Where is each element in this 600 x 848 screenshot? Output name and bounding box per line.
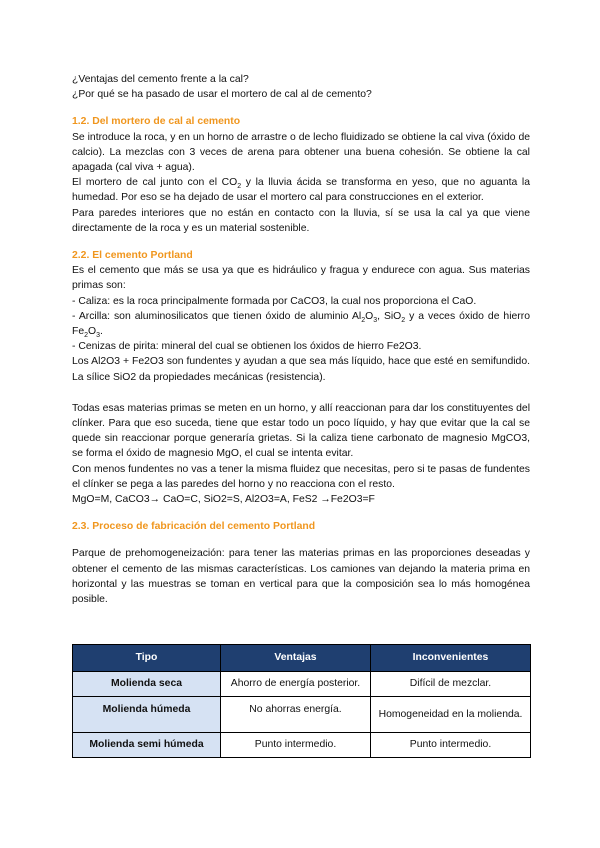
header-ventajas: Ventajas bbox=[221, 645, 371, 672]
row-tipo-cell: Molienda húmeda bbox=[73, 697, 221, 733]
intro-question-2: ¿Por qué se ha pasado de usar el mortero de cal al de cemento? bbox=[72, 89, 372, 101]
row-tipo-cell: Molienda seca bbox=[73, 672, 221, 697]
table-row bbox=[73, 697, 531, 733]
row-ventajas-cell: Punto intermedio. bbox=[221, 733, 371, 758]
header-tipo: Tipo bbox=[73, 645, 221, 672]
section-2-2-paragraph-3: Todas esas materias primas se meten en un horno, y allí reaccionan para dar los constituyentes del clínker. Para que eso suceda, tiene que estar todo un poco líquido, y hay que evitar que la cal se quede sin reaccionar porque generaría grietas. Si la caliza tiene carbonato de magnesio MgCO3, se forma el óxido de magnesio MgO, el cual se intenta evitar. bbox=[72, 402, 531, 460]
row-ventajas-cell: No ahorras energía. bbox=[221, 697, 371, 733]
section-heading-2-2: 2.2. El cemento Portland bbox=[72, 250, 193, 262]
section-heading-2-3: 2.3. Proceso de fabricación del cemento Portland bbox=[72, 521, 316, 533]
row-inconvenientes-cell: Homogeneidad en la molienda. bbox=[371, 697, 531, 733]
intro-question-1: ¿Ventajas del cemento frente a la cal? bbox=[72, 74, 249, 85]
list-item-caliza: - Caliza: es la roca principalmente formada por CaCO3, la cual nos proporciona el CaO. bbox=[72, 295, 477, 307]
table-header-row bbox=[73, 645, 531, 672]
list-item-arcilla: - Arcilla: son aluminosilicatos que tienen óxido de aluminio $Al_2O_3$, SiO$_2$ y a veces óxido de hierro $Fe_2O_3$. bbox=[72, 310, 530, 340]
header-inconvenientes: Inconvenientes bbox=[371, 645, 531, 672]
document-page bbox=[72, 72, 530, 607]
list-item-cenizas-pirita: - Cenizas de pirita: mineral del cual se obtienen los óxidos de hierro Fe2O3. bbox=[72, 341, 422, 353]
section-1-2-paragraph-3: Para paredes interiores que no están en contacto con la lluvia, sí se usa la cal ya que viene directamente de la roca y es un material sostenible. bbox=[72, 207, 530, 234]
table-row bbox=[73, 733, 531, 758]
section-1-2-paragraph-1: Se introduce la roca, y en un horno de arrastre o de lecho fluidizado se obtiene la cal viva (óxido de calcio). La mezclas con 3 veces de arena para obtener una buena cohesión. Se obtiene la cal apagada (cal viva + agua). bbox=[72, 131, 530, 174]
row-inconvenientes-cell: Difícil de mezclar. bbox=[371, 672, 531, 697]
section-2-2-paragraph-4: Con menos fundentes no vas a tener la misma fluidez que necesitas, pero si te pasas de fundentes el clínker se pega a las paredes del horno y no reacciona con el resto. bbox=[72, 463, 530, 490]
molienda-comparison-table bbox=[72, 644, 531, 758]
section-2-2-paragraph-1: Es el cemento que más se usa ya que es hidráulico y fragua y endurece con agua. Sus materias primas son: bbox=[72, 265, 530, 292]
section-1-2-paragraph-2: El mortero de cal junto con el $CO_2$ y la lluvia ácida se transforma en yeso, que no aguanta la humedad. Por eso se ha dejado de usar el mortero cal para construcciones en el exterior. bbox=[72, 177, 530, 204]
row-ventajas-cell: Ahorro de energía posterior. bbox=[221, 672, 371, 697]
table-row bbox=[73, 672, 531, 697]
section-2-3-paragraph-1: Parque de prehomogeneización: para tener las materias primas en las proporciones deseadas y obtener el cemento de las mismas características. Los camiones van dejando la materia prima en horizontal y las muestras se toman en vertical para que la composición sea lo más homogénea posible. bbox=[72, 548, 530, 606]
section-2-2-formula-line: MgO=M, CaCO3→ CaO=C, SiO2=S, Al2O3=A, FeS2 →Fe2O3=F bbox=[72, 494, 375, 506]
row-inconvenientes-cell: Punto intermedio. bbox=[371, 733, 531, 758]
section-heading-1-2: 1.2. Del mortero de cal al cemento bbox=[72, 116, 241, 128]
section-2-2-paragraph-2: Los Al2O3 + Fe2O3 son fundentes y ayudan a que sea más líquido, hace que esté en semifundido. La sílice SiO2 da propiedades mecánicas (resistencia). bbox=[72, 356, 530, 383]
row-tipo-cell: Molienda semi húmeda bbox=[73, 733, 221, 758]
